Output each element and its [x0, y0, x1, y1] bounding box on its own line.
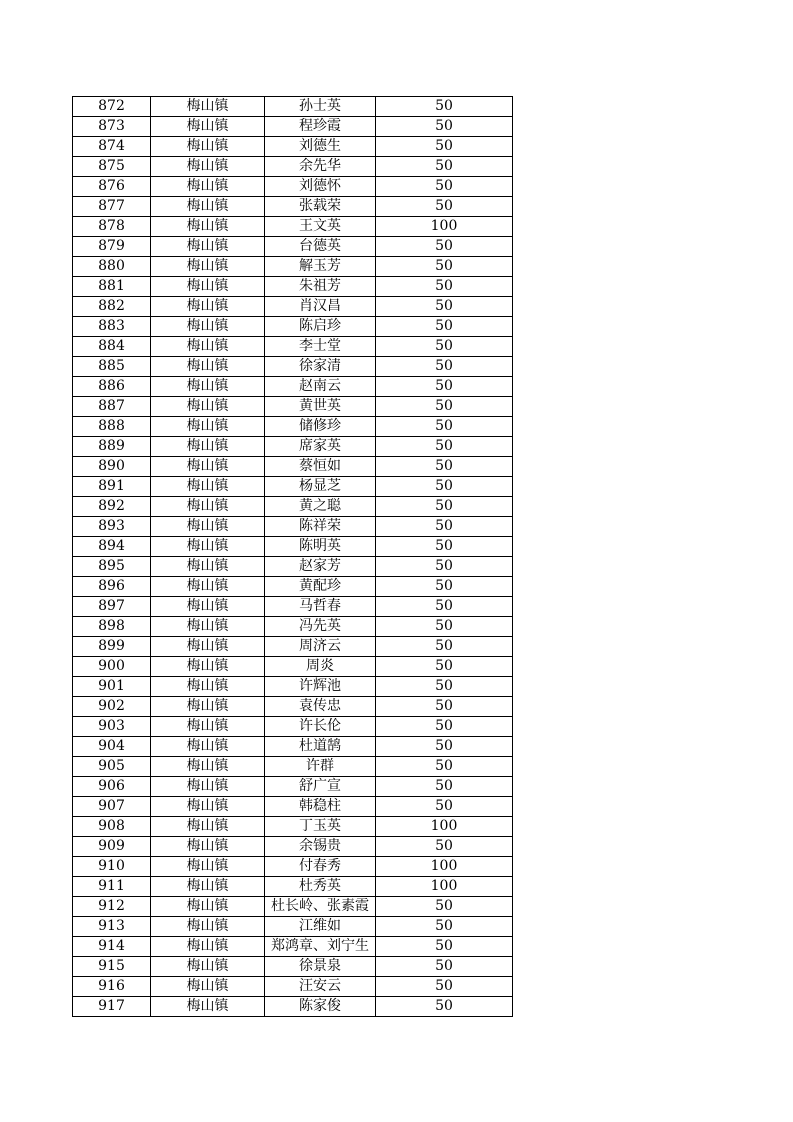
table-row	[73, 617, 513, 637]
amount-cell: 50	[376, 977, 513, 997]
name-cell: 孙士英	[265, 97, 376, 117]
amount-cell: 50	[376, 957, 513, 977]
town-cell: 梅山镇	[151, 617, 265, 637]
amount-cell: 100	[376, 877, 513, 897]
town-cell: 梅山镇	[151, 377, 265, 397]
name-cell: 江维如	[265, 917, 376, 937]
row-number-cell: 898	[73, 617, 151, 637]
row-number-cell: 884	[73, 337, 151, 357]
town-cell: 梅山镇	[151, 317, 265, 337]
town-cell: 梅山镇	[151, 217, 265, 237]
amount-cell: 50	[376, 657, 513, 677]
amount-cell: 50	[376, 837, 513, 857]
table-row	[73, 317, 513, 337]
amount-cell: 50	[376, 177, 513, 197]
town-cell: 梅山镇	[151, 997, 265, 1017]
row-number-cell: 908	[73, 817, 151, 837]
row-number-cell: 906	[73, 777, 151, 797]
town-cell: 梅山镇	[151, 797, 265, 817]
row-number-cell: 876	[73, 177, 151, 197]
table-row	[73, 337, 513, 357]
amount-cell: 50	[376, 577, 513, 597]
table-row	[73, 457, 513, 477]
name-cell: 肖汉昌	[265, 297, 376, 317]
name-cell: 张载荣	[265, 197, 376, 217]
town-cell: 梅山镇	[151, 557, 265, 577]
row-number-cell: 886	[73, 377, 151, 397]
town-cell: 梅山镇	[151, 417, 265, 437]
town-cell: 梅山镇	[151, 757, 265, 777]
amount-cell: 50	[376, 737, 513, 757]
name-cell: 杜秀英	[265, 877, 376, 897]
name-cell: 马哲春	[265, 597, 376, 617]
table-row	[73, 877, 513, 897]
amount-cell: 50	[376, 457, 513, 477]
name-cell: 冯先英	[265, 617, 376, 637]
name-cell: 袁传忠	[265, 697, 376, 717]
amount-cell: 50	[376, 557, 513, 577]
row-number-cell: 911	[73, 877, 151, 897]
table-row	[73, 497, 513, 517]
table-row	[73, 437, 513, 457]
table-row	[73, 837, 513, 857]
town-cell: 梅山镇	[151, 577, 265, 597]
amount-cell: 50	[376, 677, 513, 697]
table-row	[73, 937, 513, 957]
town-cell: 梅山镇	[151, 157, 265, 177]
name-cell: 赵家芳	[265, 557, 376, 577]
town-cell: 梅山镇	[151, 937, 265, 957]
name-cell: 许群	[265, 757, 376, 777]
row-number-cell: 873	[73, 117, 151, 137]
town-cell: 梅山镇	[151, 177, 265, 197]
amount-cell: 50	[376, 317, 513, 337]
amount-cell: 50	[376, 757, 513, 777]
table-row	[73, 697, 513, 717]
name-cell: 陈家俊	[265, 997, 376, 1017]
row-number-cell: 889	[73, 437, 151, 457]
table-row	[73, 237, 513, 257]
name-cell: 杜长岭、张素霞	[265, 897, 376, 917]
amount-cell: 50	[376, 797, 513, 817]
name-cell: 李士堂	[265, 337, 376, 357]
row-number-cell: 916	[73, 977, 151, 997]
name-cell: 徐景泉	[265, 957, 376, 977]
amount-cell: 50	[376, 157, 513, 177]
amount-cell: 50	[376, 197, 513, 217]
amount-cell: 100	[376, 857, 513, 877]
table-body	[73, 97, 513, 1017]
town-cell: 梅山镇	[151, 397, 265, 417]
amount-cell: 100	[376, 217, 513, 237]
table-row	[73, 177, 513, 197]
town-cell: 梅山镇	[151, 477, 265, 497]
table-row	[73, 577, 513, 597]
town-cell: 梅山镇	[151, 457, 265, 477]
row-number-cell: 872	[73, 97, 151, 117]
amount-cell: 50	[376, 97, 513, 117]
row-number-cell: 900	[73, 657, 151, 677]
town-cell: 梅山镇	[151, 657, 265, 677]
row-number-cell: 902	[73, 697, 151, 717]
table-row	[73, 857, 513, 877]
table-row	[73, 477, 513, 497]
amount-cell: 50	[376, 397, 513, 417]
table-row	[73, 197, 513, 217]
table-row	[73, 917, 513, 937]
name-cell: 杜道鹄	[265, 737, 376, 757]
town-cell: 梅山镇	[151, 197, 265, 217]
row-number-cell: 915	[73, 957, 151, 977]
town-cell: 梅山镇	[151, 117, 265, 137]
row-number-cell: 883	[73, 317, 151, 337]
table-row	[73, 217, 513, 237]
row-number-cell: 875	[73, 157, 151, 177]
town-cell: 梅山镇	[151, 817, 265, 837]
table-row	[73, 137, 513, 157]
name-cell: 杨显芝	[265, 477, 376, 497]
table-row	[73, 517, 513, 537]
row-number-cell: 912	[73, 897, 151, 917]
row-number-cell: 897	[73, 597, 151, 617]
town-cell: 梅山镇	[151, 717, 265, 737]
name-cell: 余先华	[265, 157, 376, 177]
name-cell: 程珍霞	[265, 117, 376, 137]
amount-cell: 50	[376, 417, 513, 437]
name-cell: 储修珍	[265, 417, 376, 437]
name-cell: 台德英	[265, 237, 376, 257]
name-cell: 周炎	[265, 657, 376, 677]
table-row	[73, 717, 513, 737]
town-cell: 梅山镇	[151, 517, 265, 537]
row-number-cell: 907	[73, 797, 151, 817]
town-cell: 梅山镇	[151, 497, 265, 517]
name-cell: 丁玉英	[265, 817, 376, 837]
name-cell: 王文英	[265, 217, 376, 237]
amount-cell: 50	[376, 717, 513, 737]
name-cell: 周济云	[265, 637, 376, 657]
amount-cell: 50	[376, 777, 513, 797]
table-row	[73, 297, 513, 317]
town-cell: 梅山镇	[151, 137, 265, 157]
table-row	[73, 997, 513, 1017]
amount-cell: 50	[376, 297, 513, 317]
town-cell: 梅山镇	[151, 977, 265, 997]
row-number-cell: 879	[73, 237, 151, 257]
amount-cell: 50	[376, 277, 513, 297]
table-row	[73, 817, 513, 837]
table-row	[73, 117, 513, 137]
amount-cell: 50	[376, 897, 513, 917]
amount-cell: 50	[376, 997, 513, 1017]
table-row	[73, 777, 513, 797]
name-cell: 陈启珍	[265, 317, 376, 337]
name-cell: 韩稳柱	[265, 797, 376, 817]
table-row	[73, 537, 513, 557]
row-number-cell: 888	[73, 417, 151, 437]
name-cell: 陈明英	[265, 537, 376, 557]
amount-cell: 50	[376, 697, 513, 717]
data-table	[72, 96, 513, 1017]
name-cell: 汪安云	[265, 977, 376, 997]
town-cell: 梅山镇	[151, 537, 265, 557]
table-row	[73, 957, 513, 977]
row-number-cell: 881	[73, 277, 151, 297]
town-cell: 梅山镇	[151, 597, 265, 617]
amount-cell: 100	[376, 817, 513, 837]
table-row	[73, 157, 513, 177]
row-number-cell: 914	[73, 937, 151, 957]
amount-cell: 50	[376, 497, 513, 517]
row-number-cell: 901	[73, 677, 151, 697]
name-cell: 席家英	[265, 437, 376, 457]
town-cell: 梅山镇	[151, 697, 265, 717]
table-row	[73, 977, 513, 997]
row-number-cell: 877	[73, 197, 151, 217]
row-number-cell: 899	[73, 637, 151, 657]
row-number-cell: 874	[73, 137, 151, 157]
row-number-cell: 909	[73, 837, 151, 857]
table-row	[73, 257, 513, 277]
amount-cell: 50	[376, 257, 513, 277]
amount-cell: 50	[376, 137, 513, 157]
name-cell: 余锡贵	[265, 837, 376, 857]
town-cell: 梅山镇	[151, 777, 265, 797]
row-number-cell: 913	[73, 917, 151, 937]
amount-cell: 50	[376, 477, 513, 497]
row-number-cell: 917	[73, 997, 151, 1017]
name-cell: 黄世英	[265, 397, 376, 417]
town-cell: 梅山镇	[151, 917, 265, 937]
table-row	[73, 757, 513, 777]
amount-cell: 50	[376, 357, 513, 377]
name-cell: 解玉芳	[265, 257, 376, 277]
town-cell: 梅山镇	[151, 237, 265, 257]
amount-cell: 50	[376, 377, 513, 397]
town-cell: 梅山镇	[151, 257, 265, 277]
name-cell: 赵南云	[265, 377, 376, 397]
town-cell: 梅山镇	[151, 637, 265, 657]
table-row	[73, 277, 513, 297]
amount-cell: 50	[376, 537, 513, 557]
table-row	[73, 657, 513, 677]
town-cell: 梅山镇	[151, 857, 265, 877]
amount-cell: 50	[376, 517, 513, 537]
row-number-cell: 893	[73, 517, 151, 537]
name-cell: 朱祖芳	[265, 277, 376, 297]
amount-cell: 50	[376, 937, 513, 957]
town-cell: 梅山镇	[151, 357, 265, 377]
name-cell: 徐家清	[265, 357, 376, 377]
town-cell: 梅山镇	[151, 957, 265, 977]
name-cell: 黄配珍	[265, 577, 376, 597]
name-cell: 许长伦	[265, 717, 376, 737]
row-number-cell: 903	[73, 717, 151, 737]
row-number-cell: 880	[73, 257, 151, 277]
table-row	[73, 637, 513, 657]
amount-cell: 50	[376, 237, 513, 257]
table-row	[73, 677, 513, 697]
amount-cell: 50	[376, 437, 513, 457]
town-cell: 梅山镇	[151, 97, 265, 117]
town-cell: 梅山镇	[151, 877, 265, 897]
name-cell: 陈祥荣	[265, 517, 376, 537]
table-row	[73, 417, 513, 437]
row-number-cell: 878	[73, 217, 151, 237]
town-cell: 梅山镇	[151, 437, 265, 457]
row-number-cell: 904	[73, 737, 151, 757]
town-cell: 梅山镇	[151, 737, 265, 757]
name-cell: 许辉池	[265, 677, 376, 697]
row-number-cell: 910	[73, 857, 151, 877]
town-cell: 梅山镇	[151, 897, 265, 917]
table-row	[73, 597, 513, 617]
town-cell: 梅山镇	[151, 277, 265, 297]
row-number-cell: 895	[73, 557, 151, 577]
amount-cell: 50	[376, 337, 513, 357]
amount-cell: 50	[376, 917, 513, 937]
name-cell: 黄之聪	[265, 497, 376, 517]
town-cell: 梅山镇	[151, 677, 265, 697]
amount-cell: 50	[376, 617, 513, 637]
town-cell: 梅山镇	[151, 837, 265, 857]
table-row	[73, 357, 513, 377]
amount-cell: 50	[376, 117, 513, 137]
table-row	[73, 737, 513, 757]
town-cell: 梅山镇	[151, 297, 265, 317]
town-cell: 梅山镇	[151, 337, 265, 357]
name-cell: 付春秀	[265, 857, 376, 877]
table-row	[73, 897, 513, 917]
row-number-cell: 890	[73, 457, 151, 477]
table-row	[73, 97, 513, 117]
table-row	[73, 557, 513, 577]
amount-cell: 50	[376, 637, 513, 657]
name-cell: 刘德怀	[265, 177, 376, 197]
row-number-cell: 896	[73, 577, 151, 597]
row-number-cell: 905	[73, 757, 151, 777]
table-row	[73, 797, 513, 817]
name-cell: 郑鸿章、刘宁生	[265, 937, 376, 957]
amount-cell: 50	[376, 597, 513, 617]
row-number-cell: 892	[73, 497, 151, 517]
row-number-cell: 891	[73, 477, 151, 497]
table-row	[73, 397, 513, 417]
name-cell: 刘德生	[265, 137, 376, 157]
row-number-cell: 882	[73, 297, 151, 317]
name-cell: 蔡恒如	[265, 457, 376, 477]
row-number-cell: 887	[73, 397, 151, 417]
table-row	[73, 377, 513, 397]
name-cell: 舒广宣	[265, 777, 376, 797]
row-number-cell: 885	[73, 357, 151, 377]
row-number-cell: 894	[73, 537, 151, 557]
